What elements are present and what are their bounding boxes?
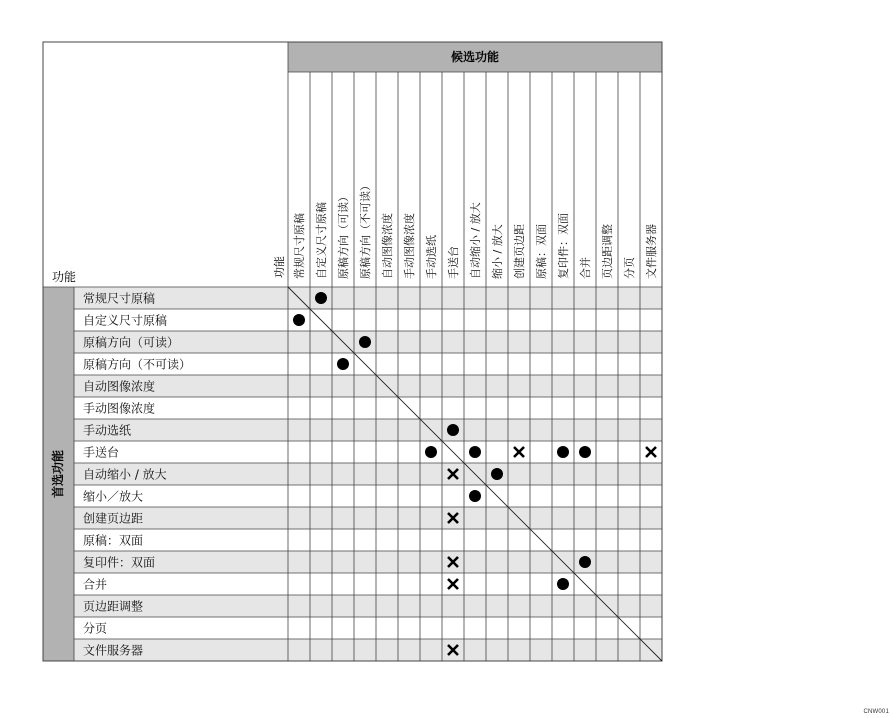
filled-circle-mark <box>579 556 591 568</box>
candidate-group-header: 候选功能 <box>450 50 500 64</box>
function-label: 功能 <box>52 270 77 284</box>
filled-circle-mark <box>315 292 327 304</box>
row-label: 手动图像浓度 <box>83 401 156 416</box>
row-label: 原稿方向（不可读） <box>83 357 192 372</box>
filled-circle-mark <box>425 446 437 458</box>
row-label: 自动缩小 / 放大 <box>83 467 167 482</box>
column-label: 合并 <box>579 257 592 279</box>
column-label: 原稿：双面 <box>535 224 548 279</box>
column-label: 常规尺寸原稿 <box>293 213 306 279</box>
row-label: 手动选纸 <box>83 423 132 438</box>
column-label: 页边距调整 <box>601 224 614 279</box>
row-label: 复印件：双面 <box>83 555 156 570</box>
row-label: 分页 <box>83 621 108 636</box>
filled-circle-mark <box>359 336 371 348</box>
column-label: 手送台 <box>447 246 460 279</box>
filled-circle-mark <box>469 446 481 458</box>
column-label: 手动选纸 <box>425 235 438 279</box>
column-label: 文件服务器 <box>645 224 658 279</box>
figure-code: CNW001 <box>863 709 889 715</box>
cross-mark <box>646 447 656 457</box>
filled-circle-mark <box>557 578 569 590</box>
column-label: 自动缩小 / 放大 <box>469 202 482 279</box>
preferred-group-label: 首选功能 <box>51 449 65 499</box>
cross-mark <box>514 447 524 457</box>
row-label: 原稿：双面 <box>83 533 144 548</box>
row-label: 原稿方向（可读） <box>83 335 180 350</box>
column-label: 自定义尺寸原稿 <box>315 202 328 279</box>
row-label: 缩小／放大 <box>83 489 144 504</box>
filled-circle-mark <box>579 446 591 458</box>
column-label: 分页 <box>623 257 636 279</box>
row-label: 文件服务器 <box>83 643 144 658</box>
column-label: 原稿方向（可读） <box>337 191 350 279</box>
row-label: 页边距调整 <box>83 599 144 614</box>
column-label: 创建页边距 <box>513 224 526 279</box>
column-label: 自动图像浓度 <box>381 213 394 279</box>
row-label: 合并 <box>83 577 108 592</box>
filled-circle-mark <box>337 358 349 370</box>
filled-circle-mark <box>293 314 305 326</box>
filled-circle-mark <box>557 446 569 458</box>
column-label: 复印件：双面 <box>557 213 570 279</box>
cross-mark <box>448 579 458 589</box>
column-label: 缩小 / 放大 <box>491 224 504 279</box>
column-label: 手动图像浓度 <box>403 213 416 279</box>
column-label: 原稿方向（不可读） <box>359 180 372 279</box>
function-label-vertical: 功能 <box>273 256 286 278</box>
filled-circle-mark <box>491 468 503 480</box>
row-label: 自动图像浓度 <box>83 379 156 394</box>
row-label: 手送台 <box>83 445 120 460</box>
row-label: 自定义尺寸原稿 <box>83 313 168 328</box>
row-label: 常规尺寸原稿 <box>83 291 156 306</box>
row-label: 创建页边距 <box>83 511 144 526</box>
filled-circle-mark <box>447 424 459 436</box>
filled-circle-mark <box>469 490 481 502</box>
